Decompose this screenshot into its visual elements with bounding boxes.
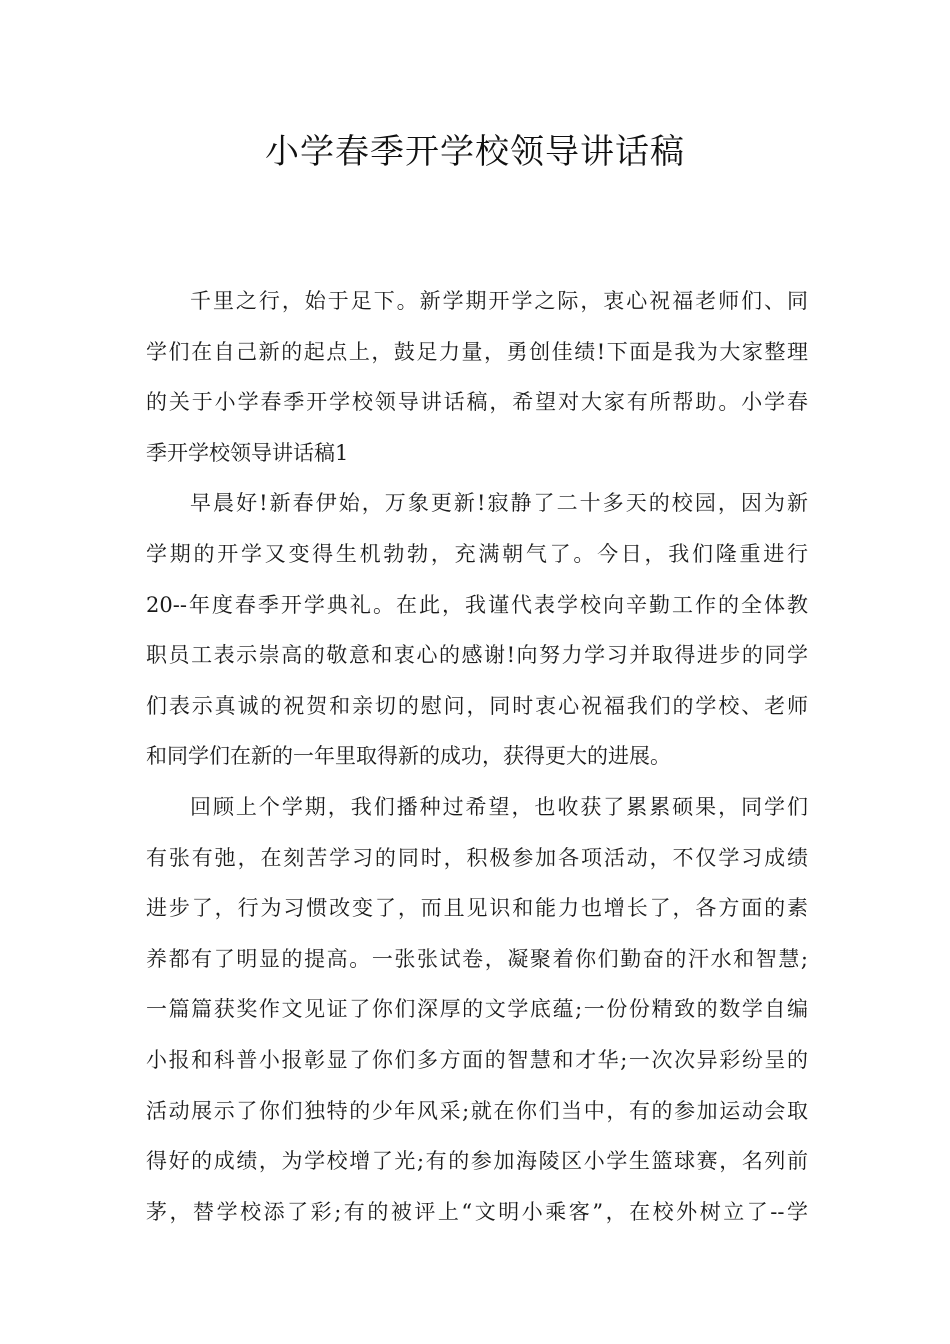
document-body xyxy=(146,276,808,1237)
paragraph-line: 季开学校领导讲话稿1 xyxy=(146,440,349,465)
paragraph-line: 小报和科普小报彰显了你们多方面的智慧和才华;一次次异彩纷呈的 xyxy=(146,1047,808,1072)
paragraph-line: 学期的开学又变得生机勃勃，充满朝气了。今日，我们隆重进行 xyxy=(146,541,808,566)
paragraph-line: 早晨好!新春伊始，万象更新!寂静了二十多天的校园，因为新 xyxy=(190,491,808,516)
paragraph-line: 学们在自己新的起点上，鼓足力量，勇创佳绩!下面是我为大家整理 xyxy=(146,339,808,364)
paragraph-line: 们表示真诚的祝贺和亲切的慰问，同时衷心祝福我们的学校、老师 xyxy=(146,693,808,718)
paragraph-line: 20--年度春季开学典礼。在此，我谨代表学校向辛勤工作的全体教 xyxy=(146,592,808,617)
paragraph-line: 养都有了明显的提高。一张张试卷，凝聚着你们勤奋的汗水和智慧; xyxy=(146,946,808,971)
paragraph-line: 进步了，行为习惯改变了，而且见识和能力也增长了，各方面的素 xyxy=(146,896,808,921)
paragraph-line: 活动展示了你们独特的少年风采;就在你们当中，有的参加运动会取 xyxy=(146,1098,808,1123)
paragraph-line: 回顾上个学期，我们播种过希望，也收获了累累硕果，同学们 xyxy=(190,794,808,819)
paragraph-line: 得好的成绩，为学校增了光;有的参加海陵区小学生篮球赛，名列前 xyxy=(146,1149,808,1174)
paragraph-line: 和同学们在新的一年里取得新的成功，获得更大的进展。 xyxy=(146,744,671,769)
document-title: 小学春季开学校领导讲话稿 xyxy=(265,132,685,172)
paragraph-line: 有张有弛，在刻苦学习的同时，积极参加各项活动，不仅学习成绩 xyxy=(146,845,808,870)
paragraph-line: 的关于小学春季开学校领导讲话稿，希望对大家有所帮助。小学春 xyxy=(146,390,808,415)
paragraph-line: 茅，替学校添了彩;有的被评上“文明小乘客”，在校外树立了--学 xyxy=(146,1199,808,1224)
paragraph-line: 职员工表示崇高的敬意和衷心的感谢!向努力学习并取得进步的同学 xyxy=(146,643,808,668)
paragraph-line: 千里之行，始于足下。新学期开学之际，衷心祝福老师们、同 xyxy=(190,289,808,313)
paragraph-line: 一篇篇获奖作文见证了你们深厚的文学底蕴;一份份精致的数学自编 xyxy=(146,997,808,1022)
